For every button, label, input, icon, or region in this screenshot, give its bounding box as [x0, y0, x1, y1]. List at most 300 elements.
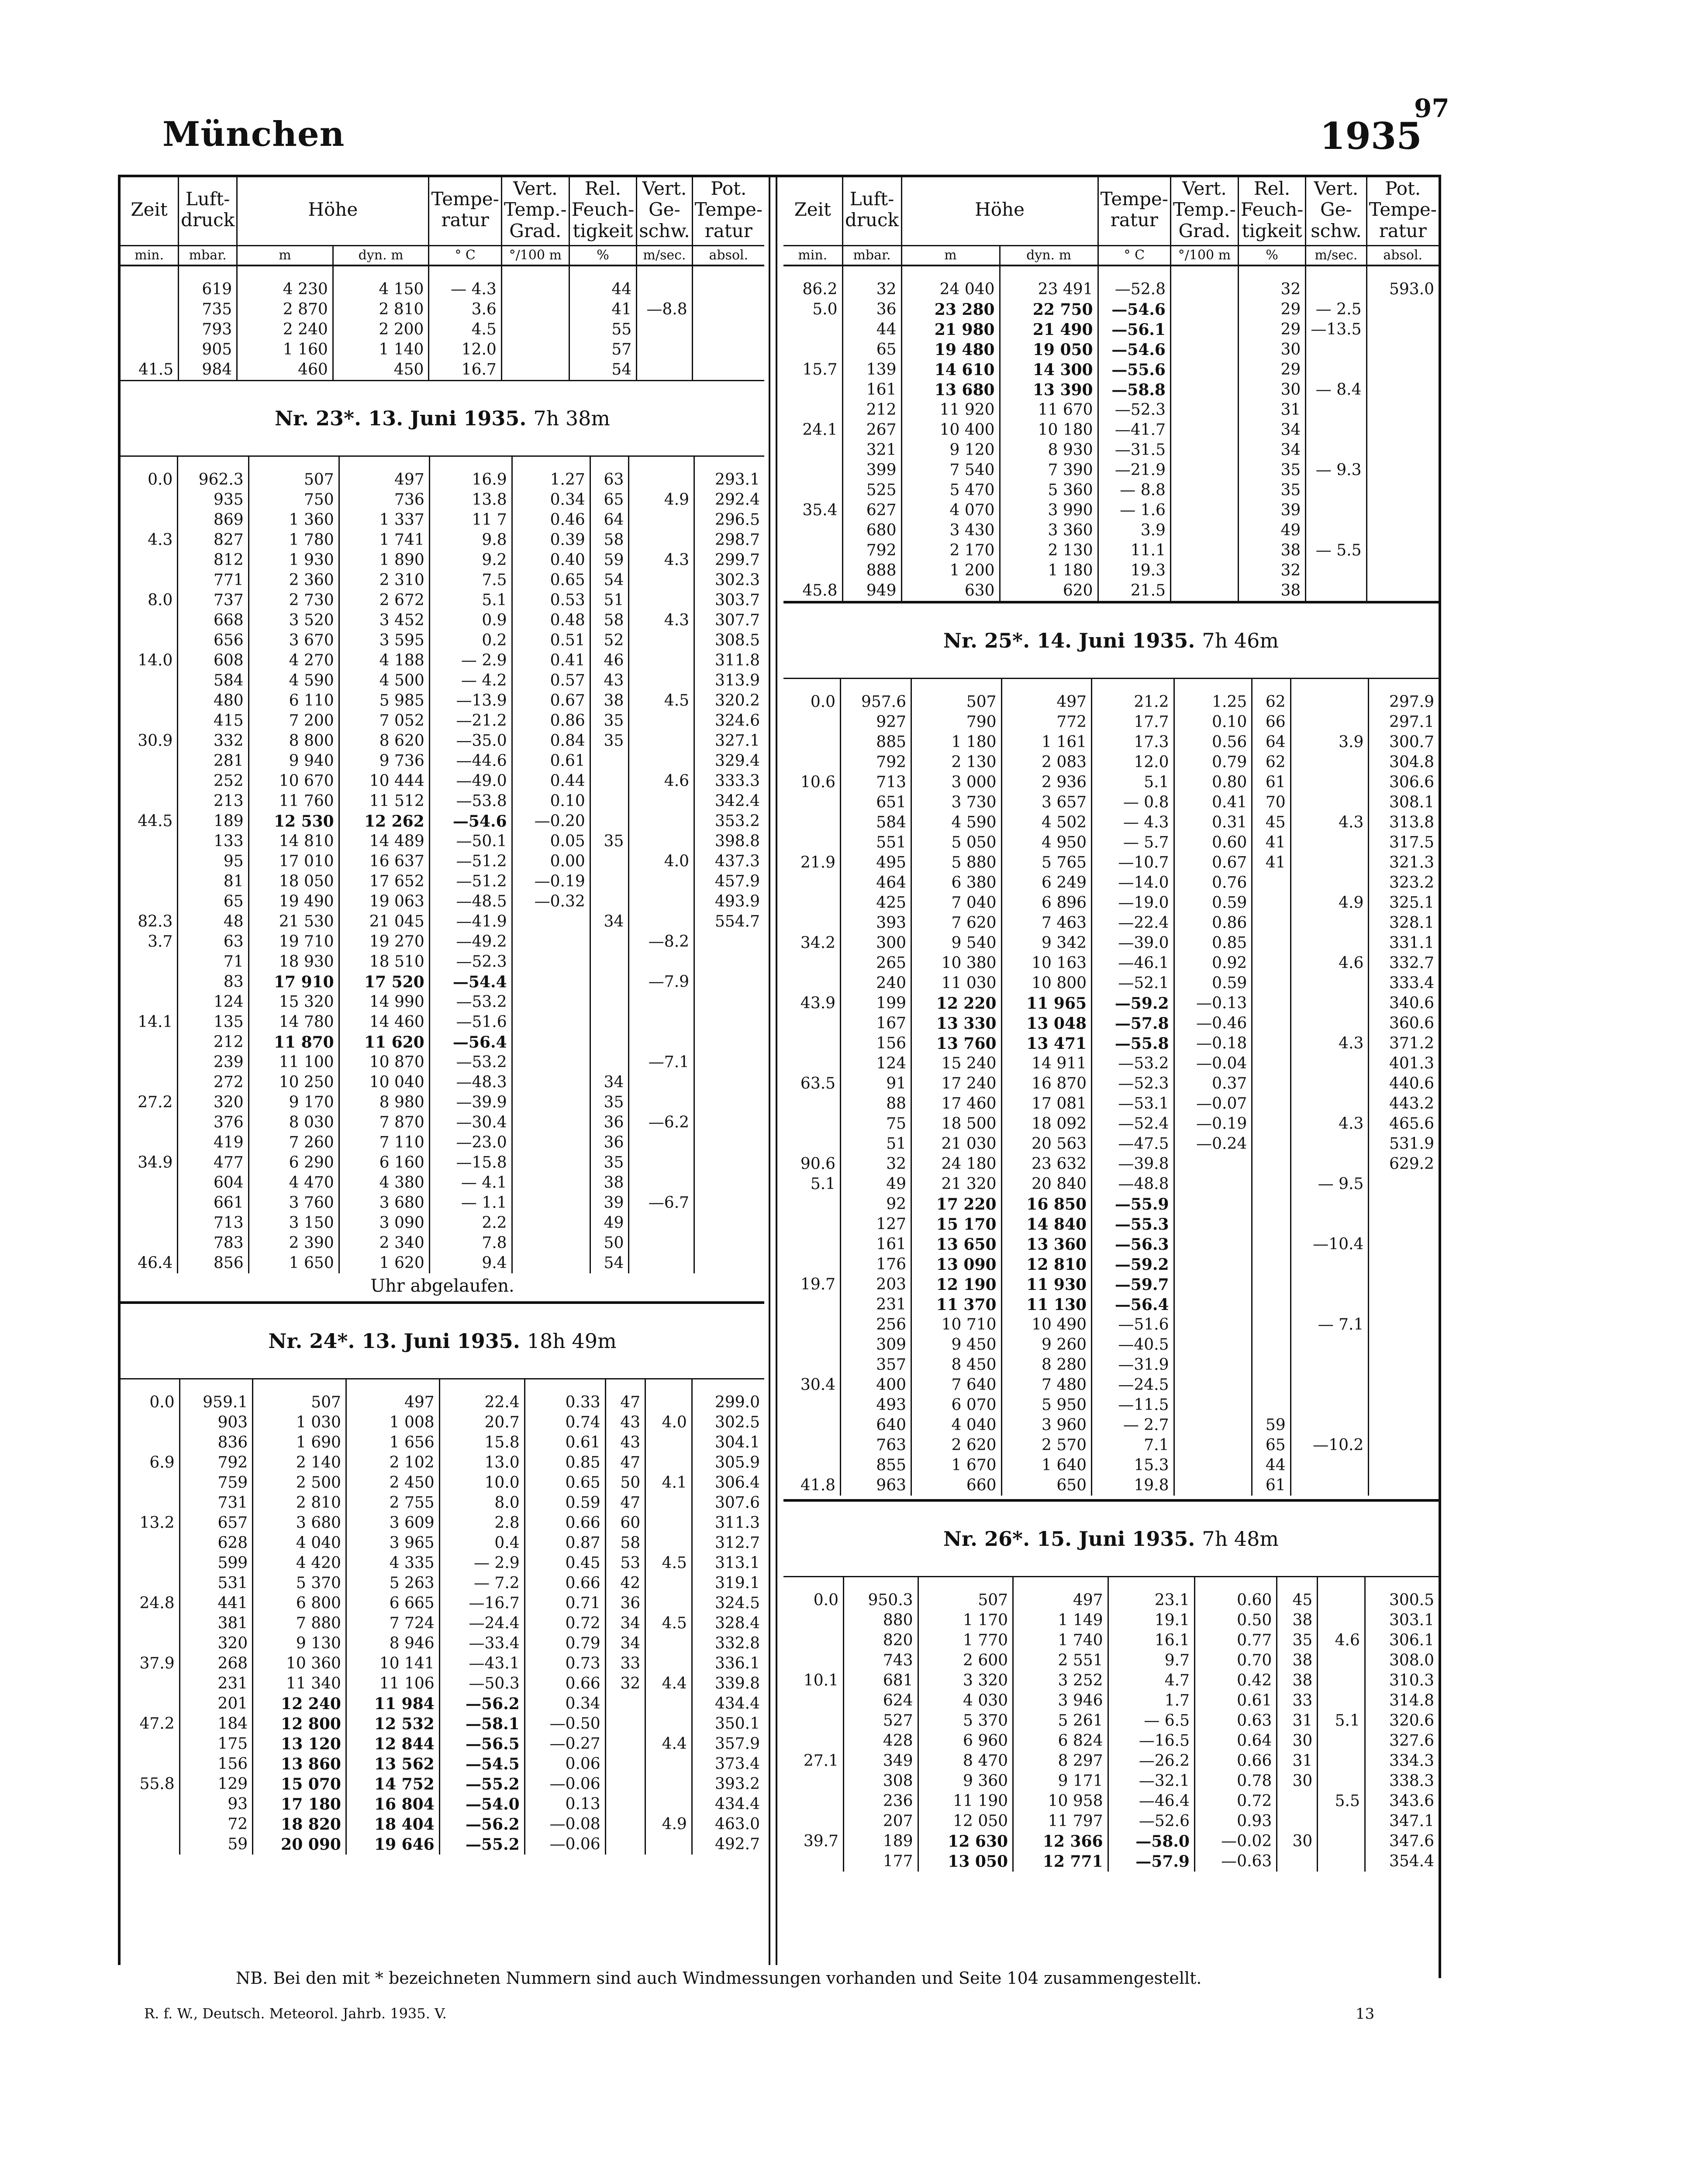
table-cell: —49.2	[429, 932, 512, 952]
table-cell: 1 656	[346, 1433, 439, 1453]
table-cell: 10 710	[911, 1315, 1002, 1335]
table-cell: 302.5	[692, 1413, 764, 1433]
table-cell: 311.8	[694, 651, 764, 671]
table-row	[783, 1671, 1439, 1691]
table-cell: 3 670	[248, 631, 339, 651]
table-cell: 2 083	[1001, 752, 1092, 772]
table-cell: 3 252	[1013, 1671, 1108, 1691]
table-cell: 3.9	[1290, 732, 1369, 752]
table-cell: 9 171	[1013, 1771, 1108, 1791]
table-cell: 11.1	[1098, 541, 1170, 561]
table-cell: 8 800	[248, 731, 339, 751]
table-cell: 1 740	[1013, 1631, 1108, 1651]
table-cell	[783, 1711, 844, 1731]
table-cell: —10.7	[1092, 853, 1174, 873]
table-cell: 317.5	[1369, 833, 1439, 853]
table-cell: 43	[605, 1433, 645, 1453]
table-cell	[783, 541, 842, 561]
table-cell: 231	[179, 1674, 253, 1694]
table-cell	[783, 833, 841, 853]
table-cell	[1366, 340, 1439, 360]
table-cell	[1290, 913, 1369, 933]
table-cell: 399	[842, 460, 901, 480]
table-row	[783, 400, 1439, 420]
table-cell: 50	[590, 1233, 629, 1253]
table-row	[121, 691, 764, 711]
table-cell	[629, 1072, 694, 1093]
table-row	[121, 872, 764, 892]
table-cell: 3 960	[1001, 1415, 1092, 1435]
table-cell: 12 530	[248, 811, 339, 831]
table-cell: 5.0	[812, 300, 838, 319]
table-cell	[783, 1355, 841, 1375]
table-row	[121, 1253, 764, 1273]
table-cell: —0.63	[1194, 1851, 1277, 1872]
table-cell: 30	[1277, 1731, 1318, 1751]
table-cell	[783, 320, 842, 340]
table-cell: 1 160	[237, 340, 333, 360]
table-cell: 3 320	[918, 1671, 1013, 1691]
table-cell: 313.1	[692, 1553, 764, 1573]
table-cell: 29	[1238, 300, 1306, 320]
table-cell: 38	[1277, 1651, 1318, 1671]
table-row	[783, 1234, 1439, 1255]
table-cell: 44	[842, 320, 901, 340]
table-cell	[512, 1093, 590, 1113]
table-cell: 2 672	[339, 590, 429, 610]
table-cell: — 8.8	[1098, 480, 1170, 500]
table-cell: —35.0	[429, 731, 512, 751]
table-cell: 3 946	[1013, 1691, 1108, 1711]
table-cell	[637, 360, 692, 380]
table-row	[121, 550, 764, 570]
table-cell: 6 290	[248, 1153, 339, 1173]
table-cell	[694, 1213, 764, 1233]
table-cell: 2 340	[339, 1233, 429, 1253]
table-cell	[121, 992, 178, 1012]
table-cell	[590, 751, 629, 771]
table-cell: 381	[179, 1613, 253, 1634]
table-cell	[121, 1213, 178, 1233]
table-row	[121, 340, 764, 360]
header-pot_temp: Pot. Tempe-ratur	[1366, 175, 1439, 245]
table-cell: 9 342	[1001, 933, 1092, 953]
table-cell: 5 985	[339, 691, 429, 711]
table-row	[783, 1631, 1439, 1651]
table-cell	[629, 510, 694, 530]
table-cell	[1174, 1335, 1252, 1355]
table-cell: 50	[605, 1473, 645, 1493]
table-cell: 0.66	[1194, 1751, 1277, 1771]
table-cell: 0.33	[524, 1379, 605, 1413]
table-cell: —33.4	[439, 1634, 524, 1654]
table-cell: 9.8	[429, 530, 512, 550]
table-cell: 34.2	[800, 934, 836, 952]
table-cell: 13 860	[253, 1754, 346, 1774]
table-cell	[1170, 440, 1238, 460]
table-cell: —16.5	[1108, 1731, 1194, 1751]
header-vert_geschw: Vert. Ge-schw.	[1306, 175, 1366, 245]
table-cell	[1252, 1054, 1290, 1074]
table-cell: 743	[844, 1651, 918, 1671]
table-row	[783, 1074, 1439, 1094]
table-cell: 35	[590, 1153, 629, 1173]
table-cell: — 2.7	[1092, 1415, 1174, 1435]
table-cell: 64	[1252, 732, 1290, 752]
table-cell	[1366, 320, 1439, 340]
table-cell: 201	[179, 1694, 253, 1714]
table-cell: 792	[179, 1453, 253, 1473]
table-cell	[121, 751, 178, 771]
table-cell	[121, 671, 178, 691]
table-cell: 35	[590, 731, 629, 751]
table-cell: 0.51	[512, 631, 590, 651]
table-cell: 7.8	[429, 1233, 512, 1253]
table-cell: 0.0	[148, 471, 173, 489]
table-cell: —57.8	[1092, 1014, 1174, 1034]
table-cell: 713	[841, 772, 911, 793]
table-cell: 3 990	[1000, 500, 1098, 521]
table-cell: 4.1	[645, 1473, 692, 1493]
table-cell: 771	[178, 570, 248, 590]
table-cell: 6 665	[346, 1593, 439, 1613]
table-cell	[590, 811, 629, 831]
table-cell: 35	[590, 711, 629, 731]
table-cell: 4 950	[1001, 833, 1092, 853]
table-cell: 497	[339, 457, 429, 490]
table-cell	[1252, 1194, 1290, 1214]
table-cell	[1170, 360, 1238, 380]
table-cell: 306.4	[692, 1473, 764, 1493]
table-cell: 20 840	[1001, 1174, 1092, 1194]
table-cell: 203	[841, 1275, 911, 1295]
table-cell	[590, 852, 629, 872]
table-row	[121, 1493, 764, 1513]
table-cell: 434.4	[692, 1794, 764, 1814]
header-luftdruck: Luft-druck	[842, 175, 901, 245]
table-cell: 0.13	[524, 1794, 605, 1814]
header-vert_temp_grad: Vert. Temp.-Grad.	[501, 175, 569, 245]
table-cell: 2 620	[911, 1435, 1002, 1455]
table-cell	[629, 671, 694, 691]
table-cell	[1290, 833, 1369, 853]
table-cell: 5 370	[253, 1573, 346, 1593]
table-cell: —54.5	[439, 1754, 524, 1774]
table-cell	[783, 1610, 844, 1631]
table-cell: —0.50	[524, 1714, 605, 1734]
table-cell: 11 190	[918, 1791, 1013, 1811]
table-cell: 2.8	[439, 1513, 524, 1533]
table-cell: 65	[842, 340, 901, 360]
table-cell: 0.06	[524, 1754, 605, 1774]
table-cell: 3 965	[346, 1533, 439, 1553]
table-row	[783, 893, 1439, 913]
table-cell: 15 320	[248, 992, 339, 1012]
table-cell: 325.1	[1369, 893, 1439, 913]
table-cell	[1369, 1214, 1439, 1234]
table-cell: 30	[1277, 1831, 1318, 1851]
table-cell: 347.6	[1365, 1831, 1439, 1851]
table-cell: —48.8	[1092, 1174, 1174, 1194]
table-cell: 0.72	[1194, 1791, 1277, 1811]
sounding-table	[121, 457, 764, 1273]
table-cell: 4 502	[1001, 813, 1092, 833]
table-cell	[1170, 420, 1238, 440]
table-cell: 239	[178, 1052, 248, 1072]
table-cell: 13 360	[1001, 1234, 1092, 1255]
table-cell: 46.4	[138, 1254, 173, 1272]
table-cell: 45	[1252, 813, 1290, 833]
table-row	[783, 993, 1439, 1014]
table-cell: 0.2	[429, 631, 512, 651]
table-cell: — 7.1	[1290, 1315, 1369, 1335]
table-cell: 0.42	[1194, 1671, 1277, 1691]
table-cell	[1318, 1671, 1365, 1691]
table-cell	[1366, 500, 1439, 521]
table-cell: 4.0	[645, 1413, 692, 1433]
sounding-title	[783, 1502, 1439, 1577]
table-cell: 507	[918, 1577, 1013, 1610]
table-cell	[1174, 1315, 1252, 1335]
table-cell	[1306, 500, 1366, 521]
table-cell	[629, 1253, 694, 1273]
table-cell: 16.9	[429, 457, 512, 490]
table-cell: 962.3	[178, 457, 248, 490]
table-cell: 1 640	[1001, 1455, 1092, 1476]
table-cell	[783, 1791, 844, 1811]
table-cell: 9 736	[339, 751, 429, 771]
table-cell: 9.7	[1108, 1651, 1194, 1671]
table-cell: 21 980	[901, 320, 1000, 340]
table-cell	[1290, 752, 1369, 772]
table-cell	[512, 1052, 590, 1072]
table-cell: 58	[590, 610, 629, 631]
table-cell	[645, 1754, 692, 1774]
table-cell: —7.9	[629, 972, 694, 992]
table-cell	[501, 300, 569, 320]
table-cell: —8.2	[629, 932, 694, 952]
table-cell: 599	[179, 1553, 253, 1573]
table-cell: 441	[179, 1593, 253, 1613]
table-cell: 14 810	[248, 831, 339, 852]
table-cell: 321	[842, 440, 901, 460]
table-cell: 9 260	[1001, 1335, 1092, 1355]
table-row	[121, 972, 764, 992]
table-cell: 1.27	[512, 457, 590, 490]
table-cell: 7.1	[1092, 1435, 1174, 1455]
table-cell: 4 040	[253, 1533, 346, 1553]
table-cell: 31	[1277, 1751, 1318, 1771]
table-cell: 827	[178, 530, 248, 550]
table-cell: 2 170	[901, 541, 1000, 561]
table-cell: 4 270	[248, 651, 339, 671]
table-cell	[1277, 1811, 1318, 1831]
table-cell	[783, 793, 841, 813]
table-cell: 22 750	[1000, 300, 1098, 320]
table-cell	[1290, 993, 1369, 1014]
table-cell: 30	[1277, 1771, 1318, 1791]
table-row	[121, 590, 764, 610]
table-cell: 12 771	[1013, 1851, 1108, 1872]
table-cell: 10 490	[1001, 1315, 1092, 1335]
right-panel	[783, 175, 1439, 1965]
table-cell: —53.2	[1092, 1054, 1174, 1074]
unit-label: °/100 m	[501, 245, 569, 265]
table-cell: 35	[1238, 460, 1306, 480]
table-cell	[121, 1113, 178, 1133]
table-cell: 3 680	[339, 1193, 429, 1213]
table-cell: 49	[590, 1213, 629, 1233]
table-cell: 629.2	[1369, 1154, 1439, 1174]
table-cell: 7 390	[1000, 460, 1098, 480]
table-cell: 584	[841, 813, 911, 833]
table-cell: 207	[844, 1811, 918, 1831]
table-cell: 3 657	[1001, 793, 1092, 813]
table-row	[121, 771, 764, 791]
table-cell: 0.84	[512, 731, 590, 751]
table-row	[121, 1613, 764, 1634]
table-cell: 41	[1252, 833, 1290, 853]
table-cell: 12.0	[1092, 752, 1174, 772]
table-cell: 5 765	[1001, 853, 1092, 873]
table-cell: 34.9	[138, 1154, 173, 1172]
launch-time: 7h 38m	[533, 407, 611, 431]
table-cell: 8 946	[346, 1634, 439, 1654]
header-zeit: Zeit	[121, 175, 179, 245]
table-cell: 3 360	[1000, 521, 1098, 541]
table-cell	[1290, 1255, 1369, 1275]
table-row	[121, 300, 764, 320]
table-cell: —0.06	[524, 1834, 605, 1855]
table-cell: 3.6	[429, 300, 501, 320]
table-cell: 16 850	[1001, 1194, 1092, 1214]
table-cell: 630	[901, 581, 1000, 601]
table-cell	[694, 1012, 764, 1032]
table-cell: —0.18	[1174, 1034, 1252, 1054]
table-row	[783, 1154, 1439, 1174]
table-cell: 13 680	[901, 380, 1000, 400]
table-cell: 1 620	[339, 1253, 429, 1273]
table-cell	[629, 457, 694, 490]
table-cell	[783, 1851, 844, 1872]
table-cell: 357.9	[692, 1734, 764, 1754]
table-cell: 19 490	[248, 892, 339, 912]
table-cell: 856	[178, 1253, 248, 1273]
table-cell: 3 595	[339, 631, 429, 651]
table-cell	[629, 912, 694, 932]
table-cell: 0.79	[524, 1634, 605, 1654]
table-cell: 9 360	[918, 1771, 1013, 1791]
table-cell: 812	[178, 550, 248, 570]
table-cell: 62	[1252, 752, 1290, 772]
table-cell: 300.5	[1365, 1577, 1439, 1610]
table-cell: 6 896	[1001, 893, 1092, 913]
table-cell: 70	[1252, 793, 1290, 813]
table-cell: 495	[841, 853, 911, 873]
unit-label: mbar.	[842, 245, 901, 265]
table-cell: 19 646	[346, 1834, 439, 1855]
table-cell: —51.6	[1092, 1315, 1174, 1335]
table-cell: — 5.5	[1306, 541, 1366, 561]
table-cell: 30.4	[800, 1376, 836, 1394]
table-cell: 42	[605, 1573, 645, 1593]
table-cell: 492.7	[692, 1834, 764, 1855]
table-row	[783, 480, 1439, 500]
table-cell: 465.6	[1369, 1114, 1439, 1134]
table-cell: 307.6	[692, 1493, 764, 1513]
table-row	[121, 852, 764, 872]
table-cell: 1 008	[346, 1413, 439, 1433]
table-cell	[121, 1634, 179, 1654]
table-row	[783, 541, 1439, 561]
table-cell: —58.1	[439, 1714, 524, 1734]
table-cell: 880	[844, 1610, 918, 1631]
table-cell: 60	[605, 1513, 645, 1533]
table-row	[783, 1335, 1439, 1355]
table-cell: 660	[911, 1476, 1002, 1496]
table-cell	[1170, 460, 1238, 480]
table-cell: 2 390	[248, 1233, 339, 1253]
header-hoehe: Höhe	[237, 175, 429, 245]
table-cell	[645, 1593, 692, 1613]
table-cell: 11 7	[429, 510, 512, 530]
table-cell: 13 650	[911, 1234, 1002, 1255]
table-cell	[1290, 1355, 1369, 1375]
table-cell: 15.3	[1092, 1455, 1174, 1476]
table-row	[121, 320, 764, 340]
table-cell	[645, 1714, 692, 1734]
unit-label: mbar.	[179, 245, 237, 265]
table-cell: —43.1	[439, 1654, 524, 1674]
table-cell	[1369, 1435, 1439, 1455]
table-cell	[121, 1133, 178, 1153]
table-cell: — 2.9	[429, 651, 512, 671]
station-name: München	[162, 114, 345, 154]
table-cell: —54.4	[429, 972, 512, 992]
table-cell: 11 965	[1001, 993, 1092, 1014]
table-cell	[590, 1012, 629, 1032]
table-cell: 39	[590, 1193, 629, 1213]
table-cell	[783, 1054, 841, 1074]
table-cell	[590, 872, 629, 892]
table-cell: 13 471	[1001, 1034, 1092, 1054]
table-cell	[1369, 1476, 1439, 1496]
table-cell	[1277, 1791, 1318, 1811]
table-row	[783, 265, 1439, 300]
table-cell: 1 180	[1000, 561, 1098, 581]
table-cell	[783, 440, 842, 460]
table-cell: 4.5	[645, 1553, 692, 1573]
table-cell: 5 470	[901, 480, 1000, 500]
table-cell: 2 450	[346, 1473, 439, 1493]
table-cell: —39.8	[1092, 1154, 1174, 1174]
table-cell: 306.1	[1365, 1631, 1439, 1651]
table-cell: 33	[605, 1654, 645, 1674]
table-cell	[783, 732, 841, 752]
sounding-title	[121, 1304, 764, 1379]
table-cell: 681	[844, 1671, 918, 1691]
table-cell: 176	[841, 1255, 911, 1275]
table-cell	[1290, 1214, 1369, 1234]
table-cell	[783, 1194, 841, 1214]
table-row	[783, 1094, 1439, 1114]
table-cell: —56.1	[1098, 320, 1170, 340]
table-cell: 256	[841, 1315, 911, 1335]
table-cell: —0.32	[512, 892, 590, 912]
table-cell	[1252, 913, 1290, 933]
unit-label: m/sec.	[637, 245, 692, 265]
table-cell: 19 710	[248, 932, 339, 952]
